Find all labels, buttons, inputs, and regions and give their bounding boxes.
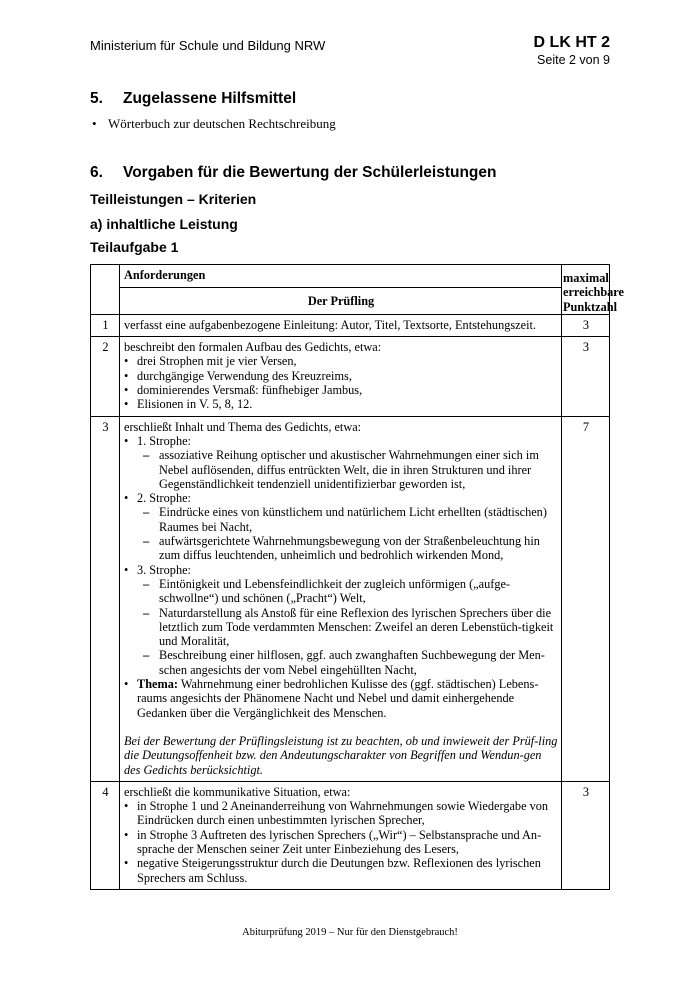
list-item: – Eintönigkeit und Lebensfeindlichkeit der zugleich unförmigen („aufge-schwollne“) und schönen („Pracht“) Welt, <box>137 577 558 606</box>
row-content <box>120 314 562 336</box>
subheader-pruefling: Der Prüfling <box>120 287 562 314</box>
col-max-points-header: maximal erreichbare Punktzahl <box>562 265 610 315</box>
row-content <box>120 416 562 781</box>
section-6-number: 6. <box>90 164 103 181</box>
theme-text: Wahrnehmung einer bedrohlichen Kulisse des (ggf. städtischen) Lebens-raums angesichts der Phänomene Nacht und Nebel und damit einhergehende Gedanken über die Vergänglichkeit des Menschen. <box>137 677 539 720</box>
row-points: 3 <box>562 781 610 889</box>
list-item: • negative Steigerungsstruktur durch die Deutungen bzw. Reflexionen des lyrischen Sprechers am Schluss. <box>124 856 558 885</box>
list-item: • drei Strophen mit je vier Versen, <box>124 354 558 368</box>
page-footer: Abiturprüfung 2019 – Nur für den Dienstgebrauch! <box>242 927 458 938</box>
row-intro: erschließt Inhalt und Thema des Gedichts, etwa: <box>124 419 362 434</box>
header-ministry: Ministerium für Schule und Bildung NRW <box>90 38 326 53</box>
bullet-list <box>124 434 558 720</box>
list-item: • Elisionen in V. 5, 8, 12. <box>124 397 558 411</box>
section-6-part: a) inhaltliche Leistung <box>90 216 238 232</box>
row-intro: erschließt die kommunikative Situation, etwa: <box>124 784 351 799</box>
col-requirements-header: Anforderungen <box>120 265 562 288</box>
row-number: 3 <box>91 416 120 781</box>
row-points: 7 <box>562 416 610 781</box>
list-item: • in Strophe 3 Auftreten des lyrischen Sprechers („Wir“) – Selbstansprache und An-sprache der Menschen seiner Zeit unter Einbeziehung des Lesers, <box>124 828 558 857</box>
list-item: – Beschreibung einer hilflosen, ggf. auch zwanghaften Suchbewegung der Men-schen angesichts der vom Nebel eingehüllten Nacht, <box>137 648 558 677</box>
header-exam-code: D LK HT 2 <box>533 34 610 51</box>
table-row <box>91 337 610 416</box>
row-number: 4 <box>91 781 120 889</box>
row-number: 2 <box>91 337 120 416</box>
theme-item <box>124 677 558 720</box>
list-item: • in Strophe 1 und 2 Aneinanderreihung von Wahrnehmungen sowie Wiedergabe von Eindrücken durch einen unbestimmten lyrischen Sprecher, <box>124 799 558 828</box>
table-row <box>91 314 610 336</box>
row-points: 3 <box>562 314 610 336</box>
header-no-cell <box>91 265 120 315</box>
row-intro: verfasst eine aufgabenbezogene Einleitung: Autor, Titel, Textsorte, Entstehungszeit. <box>124 317 536 332</box>
list-item: – aufwärtsgerichtete Wahrnehmungsbewegung von der Straßenbeleuchtung hin zum diffus leuchtenden, unheimlich und bedrohlich wirkenden Mond, <box>137 534 558 563</box>
criteria-table <box>90 264 625 890</box>
section-6-title: Vorgaben für die Bewertung der Schülerleistungen <box>123 164 497 181</box>
assessment-note: Bei der Bewertung der Prüflingsleistung ist zu beachten, ob und inwieweit der Prüf-ling die Deutungsoffenheit bzw. den Andeutungscharakter von Begriffen und Wendun-gen des Gedichts berücksichtigt. <box>124 733 558 777</box>
row-content <box>120 781 562 889</box>
dash-list <box>137 577 558 677</box>
table-row <box>91 781 610 889</box>
table-header-row <box>91 265 610 288</box>
row-number: 1 <box>91 314 120 336</box>
section-6-subtitle: Teilleistungen – Kriterien <box>90 191 257 207</box>
aid-list-item: • Wörterbuch zur deutschen Rechtschreibung <box>92 116 336 131</box>
header-page-number: Seite 2 von 9 <box>537 53 610 67</box>
section-5-number: 5. <box>90 90 103 107</box>
list-item: • dominierendes Versmaß: fünfhebiger Jambus, <box>124 383 558 397</box>
bullet-list <box>124 799 558 885</box>
list-item: – assoziative Reihung optischer und akustischer Wahrnehmungen einer sich im Nebel auflösenden, diffus entrückten Welt, die in ihren Strukturen und ihrer Gegenständlichkeit tendenziell unidentifizierbar geworden ist, <box>137 448 558 491</box>
table-row <box>91 416 610 781</box>
row-points: 3 <box>562 337 610 416</box>
theme-label: Thema: <box>137 677 178 692</box>
section-5-title: Zugelassene Hilfsmittel <box>123 90 297 107</box>
stanza-2-label: 2. Strophe: <box>137 491 191 506</box>
list-item: • durchgängige Verwendung des Kreuzreims, <box>124 369 558 383</box>
dash-list <box>137 505 558 562</box>
stanza-1-label: 1. Strophe: <box>137 433 191 448</box>
section-6-task: Teilaufgabe 1 <box>90 239 179 255</box>
stanza-1-item <box>124 434 558 491</box>
table-subheader-row <box>91 287 610 314</box>
section-6-heading <box>90 164 497 182</box>
aid-text: Wörterbuch zur deutschen Rechtschreibung <box>108 116 336 131</box>
section-5-heading <box>90 90 296 108</box>
stanza-3-item <box>124 563 558 677</box>
stanza-2-item <box>124 491 558 562</box>
dash-list <box>137 448 558 491</box>
row-content <box>120 337 562 416</box>
list-item: – Naturdarstellung als Anstoß für eine Reflexion des lyrischen Sprechers über die letztlich zum Tode verdammten Menschen: Zweifel an deren Lebenstüch-tigkeit und Moralität, <box>137 606 558 649</box>
bullet-list <box>124 354 558 411</box>
row-intro: beschreibt den formalen Aufbau des Gedichts, etwa: <box>124 340 382 355</box>
list-item: – Eindrücke eines von künstlichem und natürlichem Licht erhellten (städtischen) Raumes bei Nacht, <box>137 505 558 534</box>
stanza-3-label: 3. Strophe: <box>137 562 191 577</box>
